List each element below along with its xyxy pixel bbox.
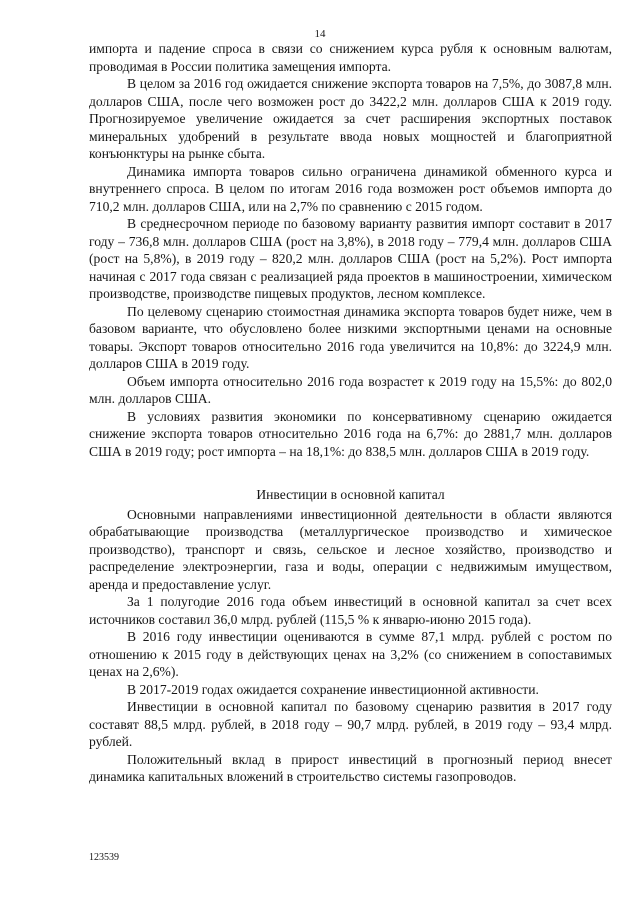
paragraph: В среднесрочном периоде по базовому варианту развития импорт составит в 2017 году – 736,8 млн. долларов США (рост на 3,8%), в 2018 году – 779,4 млн. долларов США (рост на 5,8%), в 2019 году – 820,2 млн. долларов США (рост на 5,2%). Рост импорта начиная с 2017 года связан с реализацией ряда проектов в машиностроении, химическом производстве, производстве пищевых продуктов, лесном комплексе. [89,216,612,301]
section-title: Инвестиции в основной капитал [256,487,445,502]
paragraph: Динамика импорта товаров сильно ограничена динамикой обменного курса и внутреннего спроса. В целом по итогам 2016 года возможен рост объемов импорта до 710,2 млн. долларов США, или на 2,7% по сравнению с 2015 годом. [89,163,612,214]
paragraph: Инвестиции в основной капитал по базовому сценарию развития в 2017 году составят 88,5 млрд. рублей, в 2018 году – 90,7 млрд. рублей, в 2019 году – 93,4 млрд. рублей. [89,699,612,749]
paragraph: В 2016 году инвестиции оцениваются в сумме 87,1 млрд. рублей с ростом по отношению к 2015 году в действующих ценах на 3,2% (со снижением в сопоставимых ценах на 2,6%). [89,629,612,679]
paragraph: За 1 полугодие 2016 года объем инвестиций в основной капитал за счет всех источников составил 36,0 млрд. рублей (115,5 % к январю-июню 2015 года). [89,594,612,627]
paragraph: импорта и падение спроса в связи со снижением курса рубля к основным валютам, проводимая в России политика замещения импорта. [89,41,612,74]
footer-document-code: 123539 [89,852,119,863]
paragraph: Объем импорта относительно 2016 года возрастет к 2019 году на 15,5%: до 802,0 млн. долларов США. [89,373,612,406]
paragraph: В условиях развития экономики по консервативному сценарию ожидается снижение экспорта товаров относительно 2016 года на 6,7%: до 2881,7 млн. долларов США в 2019 году; рост импорта – на 18,1%: до 838,5 млн. долларов США в 2019 году. [89,408,612,459]
paragraph: Положительный вклад в прирост инвестиций в прогнозный период внесет динамика капитальных вложений в строительство системы газопроводов. [89,751,612,784]
paragraphs-after-section [89,506,612,786]
paragraph: По целевому сценарию стоимостная динамика экспорта товаров будет ниже, чем в базовом варианте, что обусловлено более низкими экспортными ценами на основные товары. Экспорт товаров относительно 2016 года увеличится на 10,8%: до 3224,9 млн. долларов США в 2019 году. [89,303,612,371]
page-number: 14 [314,28,326,40]
document-body [89,40,612,786]
paragraph: В целом за 2016 год ожидается снижение экспорта товаров на 7,5%, до 3087,8 млн. долларов США, после чего возможен рост до 3422,2 млн. долларов США к 2019 году. Прогнозируемое увеличение ожидается за счет расширения экспортных поставок минеральных удобрений в результате ввода новых мощностей и благоприятной конъюнктуры на рынке сбыта. [89,76,612,161]
paragraph: В 2017-2019 годах ожидается сохранение инвестиционной активности. [127,681,539,697]
paragraph: Основными направлениями инвестиционной деятельности в области являются обрабатывающие производства (металлургическое производство и химическое производство), транспорт и связь, сельское и лесное хозяйство, производство и распределение электроэнергии, газа и воды, операции с недвижимым имуществом, аренда и предоставление услуг. [89,506,612,592]
paragraphs-before-section [89,40,612,460]
